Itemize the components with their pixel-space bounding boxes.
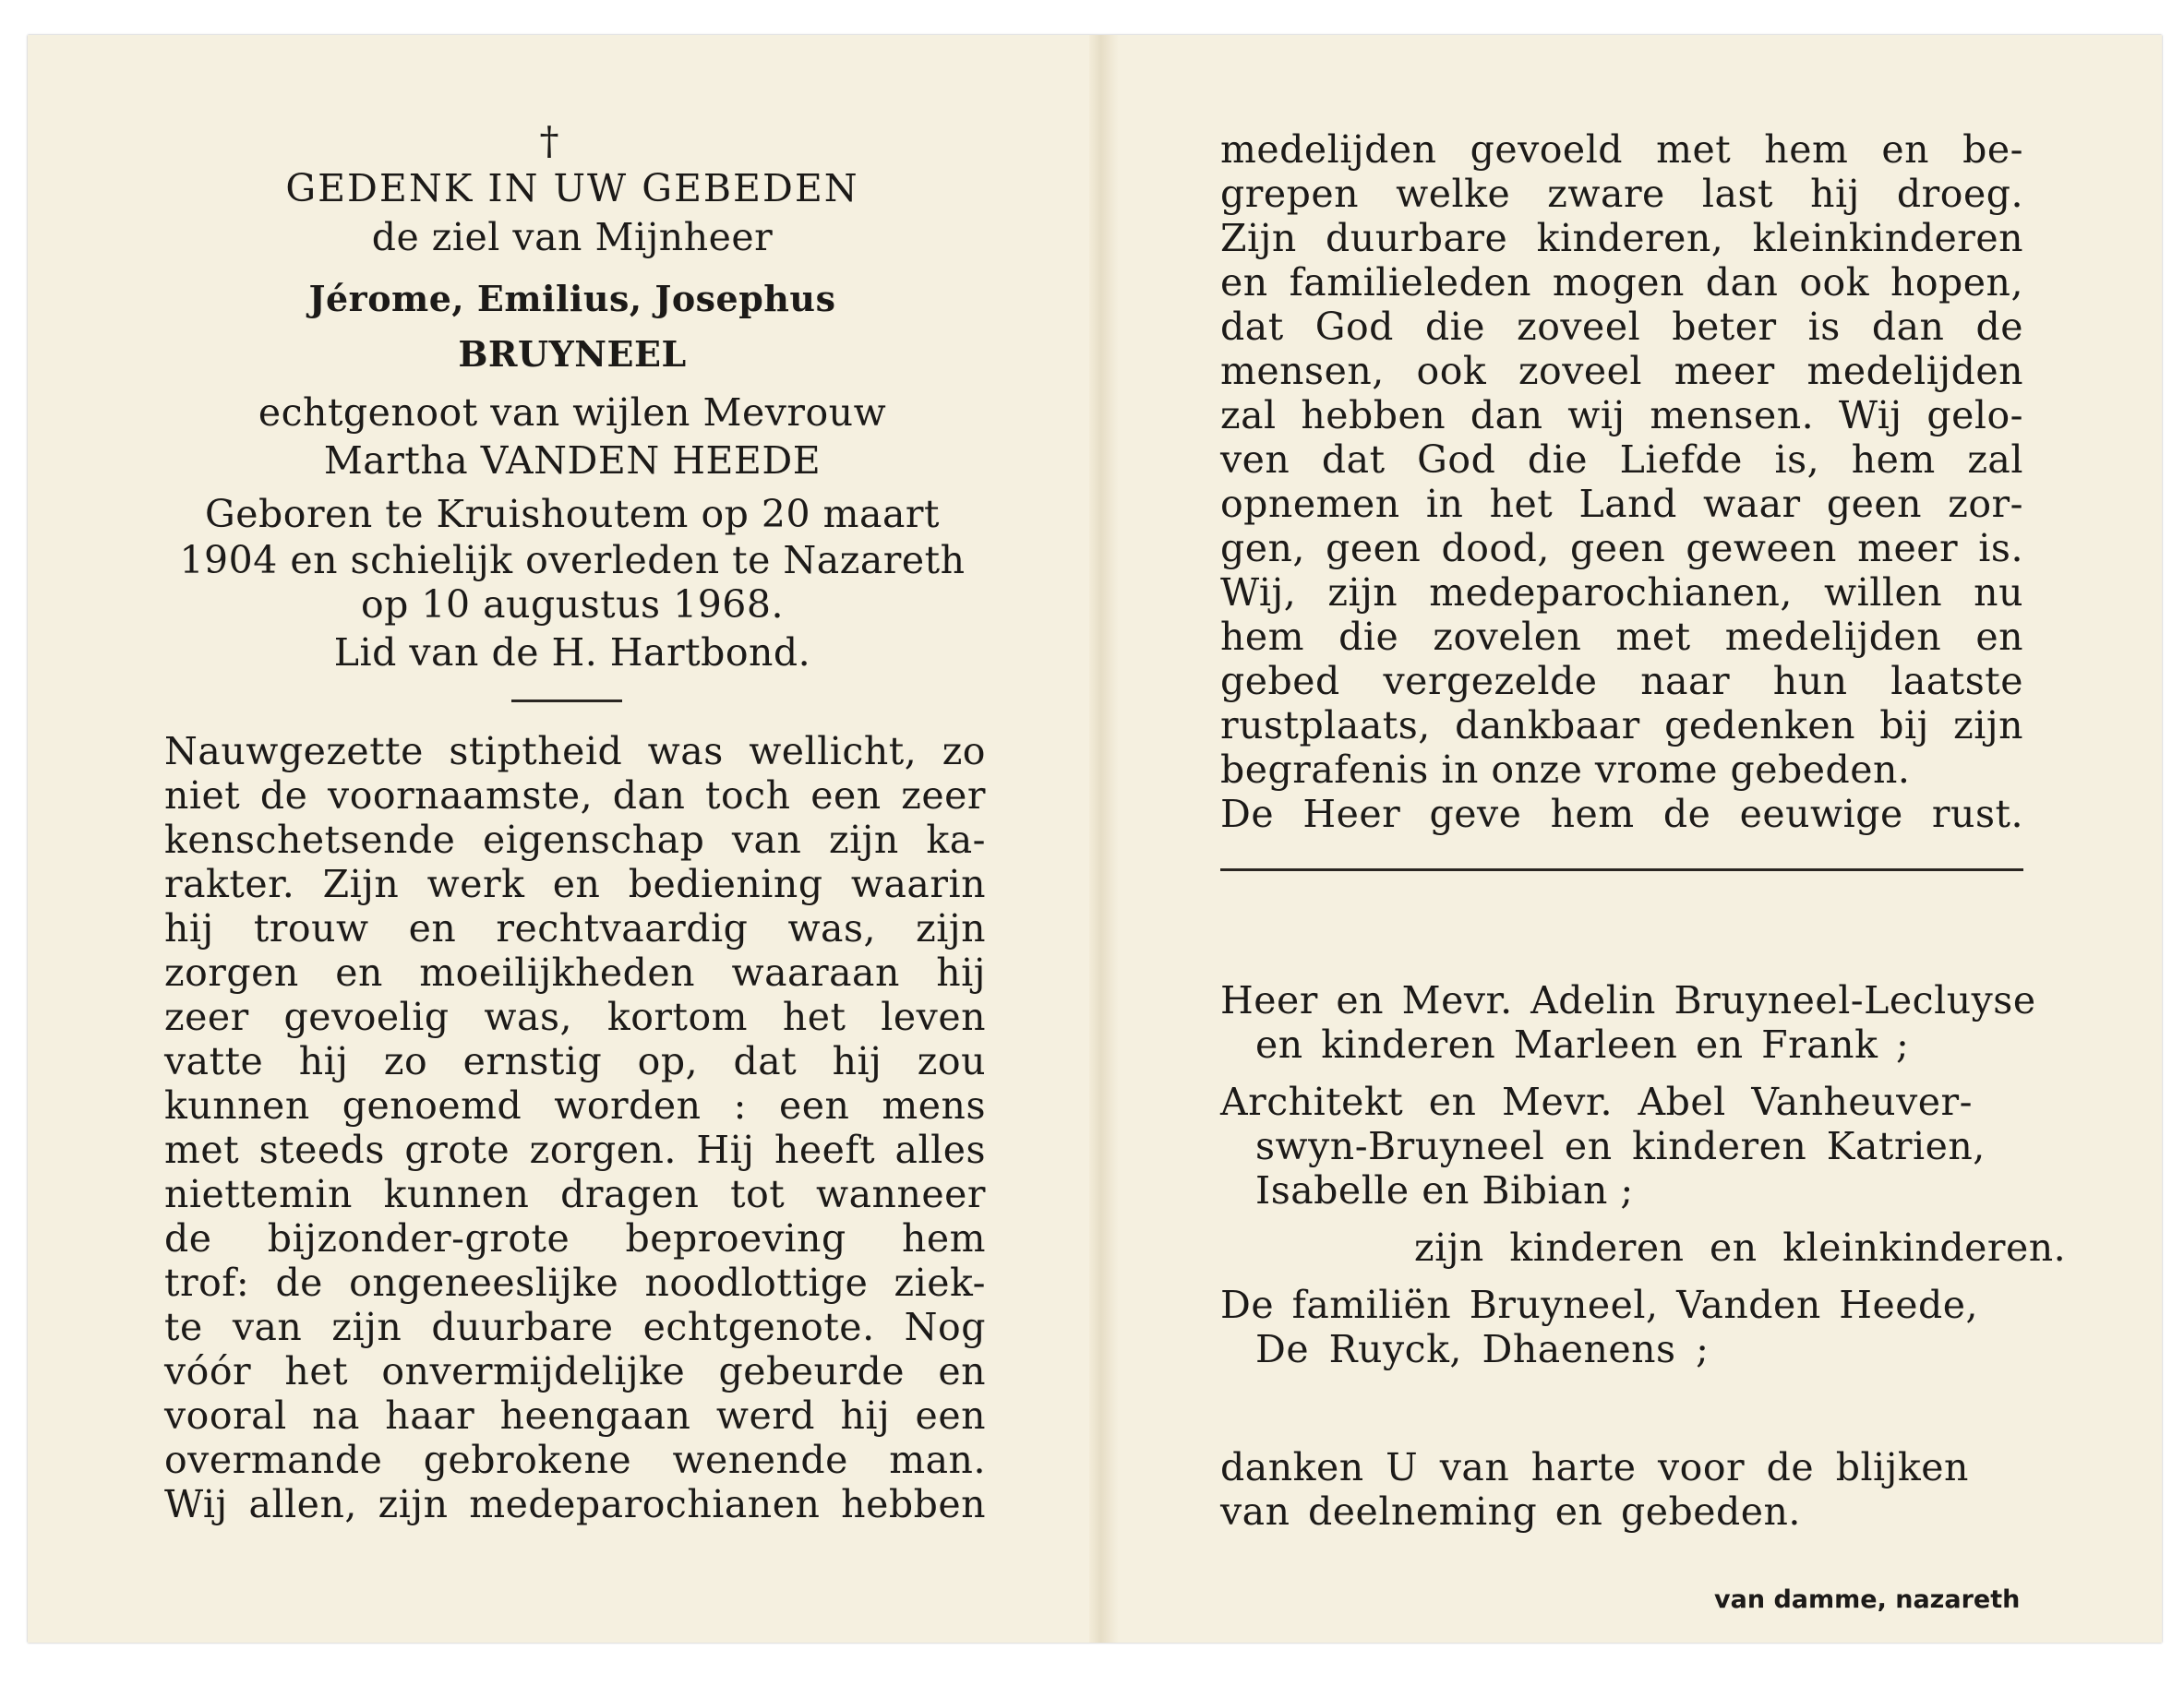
text-line: Zijn duurbare kinderen, kleinkinderen bbox=[1220, 216, 2023, 260]
thanks-line: van deelneming en gebeden. bbox=[1220, 1489, 1801, 1534]
closing-line: De Heer geve hem de eeuwige rust. bbox=[1220, 792, 2023, 836]
family-line: De familiën Bruyneel, Vanden Heede, bbox=[1220, 1283, 1979, 1327]
text-line: dat God die zoveel beter is dan de bbox=[1220, 305, 2023, 349]
text-line: met steeds grote zorgen. Hij heeft alles bbox=[164, 1128, 986, 1172]
text-line: grepen welke zware last hij droeg. bbox=[1220, 172, 2023, 216]
family-summary: zijn kinderen en kleinkinderen. bbox=[1414, 1226, 2067, 1270]
text-line: Wij allen, zijn medeparochianen hebben bbox=[164, 1482, 986, 1526]
given-names: Jérome, Emilius, Josephus bbox=[308, 278, 836, 319]
spouse-intro: echtgenoot van wijlen Mevrouw bbox=[258, 390, 887, 435]
text-line: vóór het onvermijdelijke gebeurde en bbox=[164, 1349, 986, 1393]
text-line: gen, geen dood, geen geween meer is. bbox=[1220, 526, 2023, 570]
text-line: rakter. Zijn werk en bediening waarin bbox=[164, 862, 986, 906]
text-line: zal hebben dan wij mensen. Wij gelo- bbox=[1220, 393, 2023, 437]
family-line: Isabelle en Bibian ; bbox=[1255, 1168, 1634, 1213]
text-line: Nauwgezette stiptheid was wellicht, zo bbox=[164, 729, 986, 773]
text-line: zeer gevoelig was, kortom het leven bbox=[164, 995, 986, 1039]
right-page bbox=[1119, 35, 2162, 1643]
birth-line: op 10 augustus 1968. bbox=[360, 582, 785, 627]
text-line: niet de voornaamste, dan toch een zeer bbox=[164, 773, 986, 818]
intro-line: de ziel van Mijnheer bbox=[371, 215, 774, 259]
text-line: begrafenis in onze vrome gebeden. bbox=[1220, 747, 1911, 792]
text-line: kunnen genoemd worden : een mens bbox=[164, 1083, 986, 1128]
heading: GEDENK IN UW GEBEDEN bbox=[285, 166, 859, 210]
printer-imprint: van damme, nazareth bbox=[1714, 1585, 2021, 1614]
family-line: Heer en Mevr. Adelin Bruyneel-Lecluyse bbox=[1220, 978, 2036, 1022]
birth-line: Geboren te Kruishoutem op 20 maart bbox=[205, 492, 940, 536]
text-line: vatte hij zo ernstig op, dat hij zou bbox=[164, 1039, 986, 1083]
left-page bbox=[28, 35, 1089, 1643]
text-line: gebed vergezelde naar hun laatste bbox=[1220, 659, 2023, 703]
family-line: De Ruyck, Dhaenens ; bbox=[1255, 1327, 1710, 1371]
text-line: medelijden gevoeld met hem en be- bbox=[1220, 127, 2023, 172]
text-line: zorgen en moeilijkheden waaraan hij bbox=[164, 951, 986, 995]
text-line: overmande gebrokene wenende man. bbox=[164, 1438, 986, 1482]
memorial-card bbox=[28, 35, 2162, 1643]
divider bbox=[1220, 868, 2023, 871]
text-line: en familieleden mogen dan ook hopen, bbox=[1220, 260, 2023, 305]
text-line: niettemin kunnen dragen tot wanneer bbox=[164, 1172, 986, 1216]
text-line: ven dat God die Liefde is, hem zal bbox=[1220, 437, 2023, 482]
family-line: swyn-Bruyneel en kinderen Katrien, bbox=[1255, 1124, 1986, 1168]
text-line: vooral na haar heengaan werd hij een bbox=[164, 1393, 986, 1438]
text-line: mensen, ook zoveel meer medelijden bbox=[1220, 349, 2023, 393]
divider bbox=[511, 700, 622, 702]
text-line: rustplaats, dankbaar gedenken bij zijn bbox=[1220, 703, 2023, 747]
family-line: Architekt en Mevr. Abel Vanheuver- bbox=[1220, 1080, 1973, 1124]
thanks-line: danken U van harte voor de blijken bbox=[1220, 1445, 1969, 1489]
center-fold bbox=[1089, 35, 1119, 1643]
spouse-name: Martha VANDEN HEEDE bbox=[323, 438, 822, 483]
family-line: en kinderen Marleen en Frank ; bbox=[1255, 1022, 1910, 1067]
text-line: Wij, zijn medeparochianen, willen nu bbox=[1220, 570, 2023, 615]
text-line: hem die zovelen met medelijden en bbox=[1220, 615, 2023, 659]
text-line: de bijzonder-grote beproeving hem bbox=[164, 1216, 986, 1261]
text-line: hij trouw en rechtvaardig was, zijn bbox=[164, 906, 986, 951]
text-line: opnemen in het Land waar geen zor- bbox=[1220, 482, 2023, 526]
surname: BRUYNEEL bbox=[458, 333, 687, 375]
membership: Lid van de H. Hartbond. bbox=[333, 630, 811, 675]
birth-line: 1904 en schielijk overleden te Nazareth bbox=[179, 538, 966, 582]
text-line: te van zijn duurbare echtgenote. Nog bbox=[164, 1305, 986, 1349]
cross-icon: † bbox=[539, 118, 559, 163]
text-line: kenschetsende eigenschap van zijn ka- bbox=[164, 818, 986, 862]
text-line: trof: de ongeneeslijke noodlottige ziek- bbox=[164, 1261, 986, 1305]
